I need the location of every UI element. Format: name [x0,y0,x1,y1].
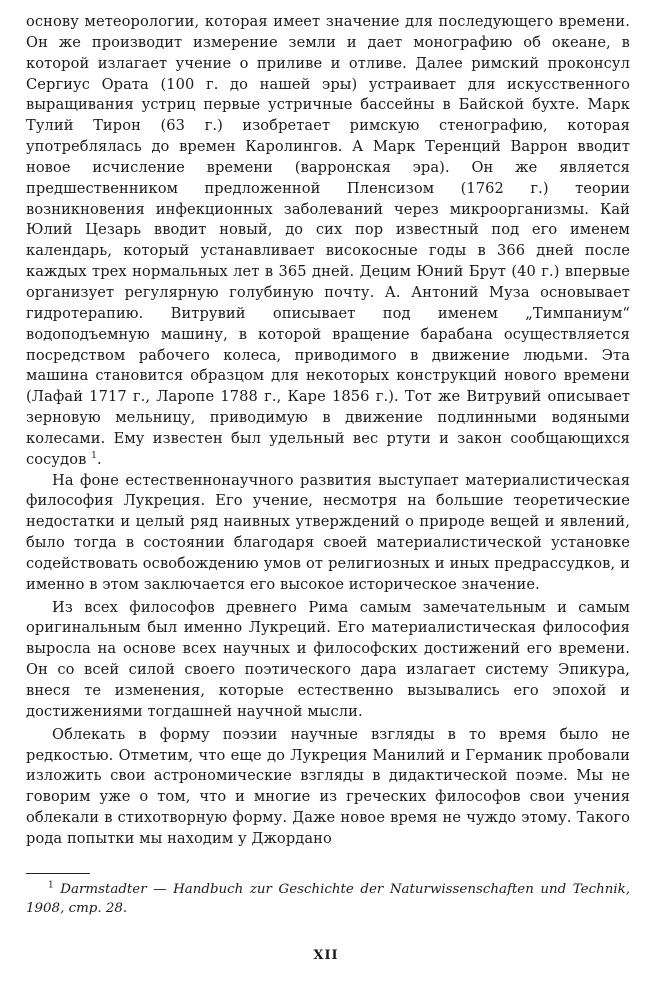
paragraph-1 [26,12,630,471]
footnote-divider [26,873,90,874]
page-number: XII [313,948,339,963]
footnote [26,880,630,918]
footnote-text: Darmstadter — Handbuch zur Geschichte der Naturwissenschaften und Technik, 1908, стр. 28. [26,882,630,916]
paragraph-1-text: основу метеорологии, которая имеет значение для последующего времени. Он же производит измерение земли и дает монографию об океане, в которой излагает учение о приливе и отливе. Далее римский проконсул Сергиус Ората (100 г. до нашей эры) устраивает для искусственного выращивания устриц первые устричные бассейны в Байской бухте. Марк Тулий Тирон (63 г.) изобретает римскую стенографию, которая употреблялась до времен Каролингов. А Марк Теренций Варрон вводит новое исчисление времени (варронская эра). Он же является предшественником предложенной Пленсизом (1762 г.) теории возникновения инфекционных заболеваний через микроорганизмы. Кай Юлий Цезарь вводит новый, до сих пор известный под его именем календарь, который устанавливает високосные годы в 366 дней после каждых трех нормальных лет в 365 дней. Децим Юний Брут (40 г.) впервые организует регулярную голубиную почту. А. Антоний Муза основывает гидротерапию. Витрувий описывает под именем „Тимпаниум“ водоподъемную машину, в которой вращение барабана осуществляется посредством рабочего колеса, приводимого в движение людьми. Эта машина становится образцом для некоторых конструкций нового времени (Лафай 1717 г., Ларопе 1788 г., Каре 1856 г.). Тот же Витрувий описывает зерновую мельницу, приводимую в движение подлинными водяными колесами. Ему известен был удельный вес ртути и закон сообщающихся сосудов [26,13,630,468]
page-body [26,12,630,850]
paragraph-3: Из всех философов древнего Рима самым замечательным и самым оригинальным был именно Лукреций. Его материалистическая философия выросла на основе всех научных и философских достижений его времени. Он со всей силой своего поэтического дара излагает систему Эпикура, внеся те изменения, которые естественно вызывались его эпохой и достижениями тогдашней научной мысли. [26,598,630,720]
footnote-mark: 1 [48,880,54,891]
paragraph-4: Облекать в форму поэзии научные взгляды в то время было не редкостью. Отметим, что еще до Лукреция Манилий и Германик пробовали изложить свои астрономические взгляды в дидактической поэме. Мы не говорим уже о том, что и многие из греческих философов свои учения облекали в стихотворную форму. Даже новое время не чуждо этому. Такого рода попытки мы находим у Джордано [26,725,630,847]
paragraph-1-tail: . [97,450,102,468]
footnote-reference[interactable]: 1 [91,450,97,461]
paragraph-2: На фоне естественнонаучного развития выступает материалистическая философия Лукреция. Его учение, несмотря на большие теоретические недостатки и целый ряд наивных утверждений о природе вещей и явлений, было тогда в состоянии благодаря своей материалистической установке содействовать освобождению умов от религиозных и иных предрассудков, и именно в этом заключается его высокое историческое значение. [26,471,630,593]
